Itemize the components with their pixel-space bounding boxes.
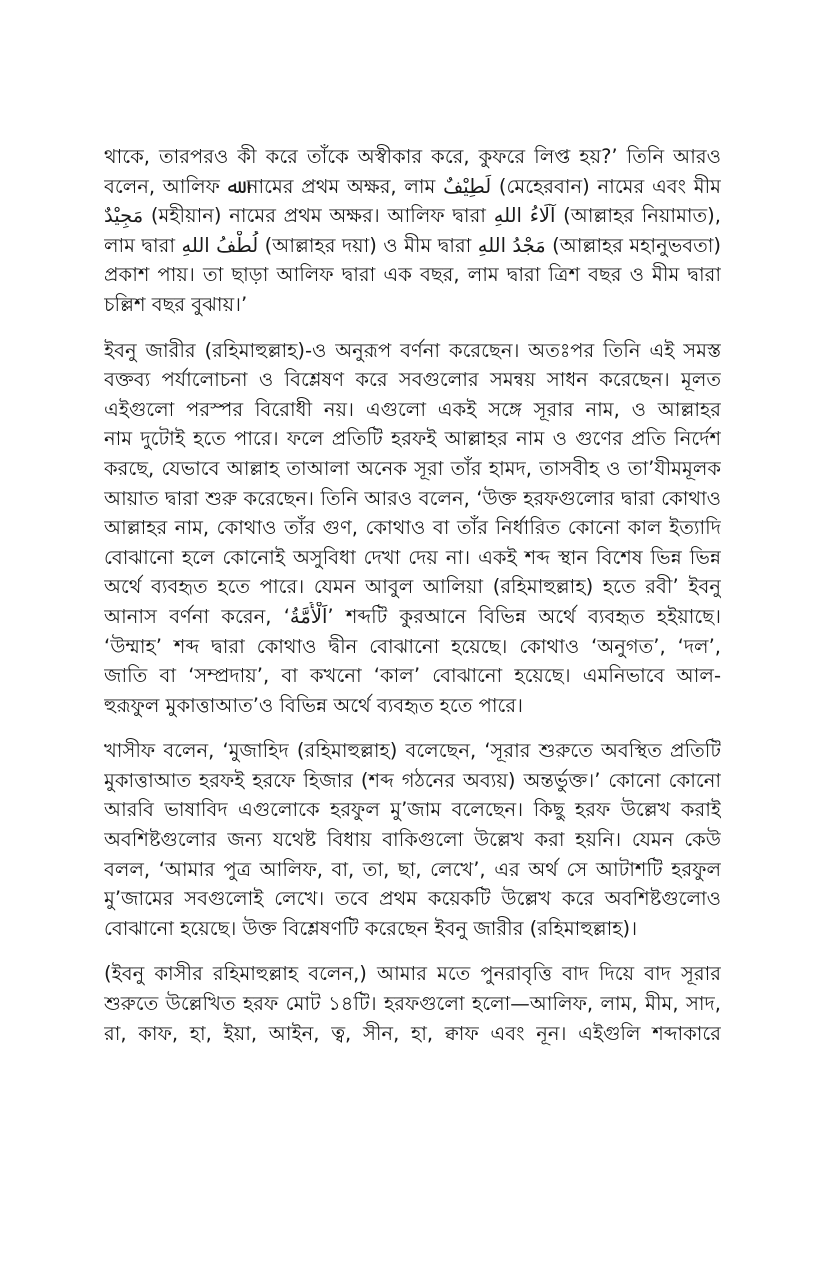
text-line: অবশিষ্টগুলোর জন্য যথেষ্ট বিধায় বাকিগুলো উল্লেখ করা হয়নি। যেমন কেউ [104, 828, 721, 852]
paragraph-2 [104, 336, 721, 721]
text-line: বলল, ‘আমার পুত্র আলিফ, বা, তা, ছা, লেখে’, এর অর্থ সে আটাশটি হরফুল [104, 857, 721, 881]
text-line: আরবি ভাষাবিদ এগুলোকে হরফুল মু’জাম বলেছেন। কিছু হরফ উল্লেখ করাই [104, 798, 721, 822]
paragraph-4 [104, 959, 721, 1048]
text-line: বোঝানো হলে কোনোই অসুবিধা দেখা দেয় না। একই শব্দ স্থান বিশেষ ভিন্ন ভিন্ন [104, 545, 721, 569]
text-line: বোঝানো হয়েছে। উক্ত বিশ্লেষণটি করেছেন ইবনু জারীর (রহিমাহুল্লাহ)। [104, 916, 638, 940]
paragraph-spacer [104, 720, 721, 736]
paragraph-spacer [104, 320, 721, 336]
text-line: ‘উম্মাহ’ শব্দ দ্বারা কোথাও দ্বীন বোঝানো হয়েছে। কোথাও ‘অনুগত’, ‘দল’, [104, 634, 721, 658]
text-line: বক্তব্য পর্যালোচনা ও বিশ্লেষণ করে সবগুলোর সমন্বয় সাধন করেছেন। মূলত [104, 368, 721, 392]
text-line: মুকাত্তাআত হরফই হরফে হিজার (শব্দ গঠনের অব্যয়) অন্তর্ভুক্ত।’ কোনো কোনো [104, 768, 721, 792]
paragraph-spacer [104, 943, 721, 959]
text-line: প্রকাশ পায়। তা ছাড়া আলিফ দ্বারা এক বছর, লাম দ্বারা ত্রিশ বছর ও মীম দ্বারা [104, 263, 721, 287]
text-line: থাকে, তারপরও কী করে তাঁকে অস্বীকার করে, কুফরে লিপ্ত হয়?’ তিনি আরও [104, 145, 721, 168]
text-line: ইবনু জারীর (রহিমাহুল্লাহ)-ও অনুরূপ বর্ণনা করেছেন। অতঃপর তিনি এই সমস্ত [104, 338, 721, 362]
text-line: আল্লাহর নাম, কোথাও তাঁর গুণ, কোথাও বা তাঁর নির্ধারিত কোনো কাল ইত্যাদি [104, 516, 721, 540]
text-line: জাতি বা ‘সম্প্রদায়’, বা কখনো ‘কাল’ বোঝানো হয়েছে। এমনিভাবে আল- [104, 664, 721, 688]
text-line: مَجِيْدٌ (মহীয়ান) নামের প্রথম অক্ষর। আলিফ দ্বারা آلَاءُ اللهِ (আল্লাহর নিয়ামাত), [104, 204, 721, 228]
text-line: রা, কাফ, হা, ইয়া, আইন, ত্ব, সীন, হা, ক্বাফ এবং নূন। এইগুলি শব্দাকারে [104, 1021, 721, 1045]
text-line: মু’জামের সবগুলোই লেখে। তবে প্রথম কয়েকটি উল্লেখ করে অবশিষ্টগুলোও [104, 887, 721, 911]
text-line: অর্থে ব্যবহৃত হতে পারে। যেমন আবুল আলিয়া (রহিমাহুল্লাহ) হতে রবী’ ইবনু [104, 575, 721, 599]
paragraph-1 [104, 142, 721, 320]
text-line: এইগুলো পরস্পর বিরোধী নয়। এগুলো একই সঙ্গে সূরার নাম, ও আল্লাহর [104, 397, 721, 421]
paragraph-3 [104, 736, 721, 943]
text-line: বলেন, আলিফ ﷲ নামের প্রথম অক্ষর, লাম لَطِيْفٌ (মেহেরবান) নামের এবং মীম [104, 174, 721, 198]
text-line: শুরুতে উল্লেখিত হরফ মোট ১৪টি। হরফগুলো হলো—আলিফ, লাম, মীম, সাদ, [104, 992, 721, 1016]
text-line: লাম দ্বারা لُطْفُ اللهِ (আল্লাহর দয়া) ও মীম দ্বারা مَجْدُ اللهِ (আল্লাহর মহানুভবতা) [104, 233, 721, 257]
text-line: হুরূফুল মুকাত্তাআত’ও বিভিন্ন অর্থে ব্যবহৃত হতে পারে। [104, 693, 524, 717]
text-line: আয়াত দ্বারা শুরু করেছেন। তিনি আরও বলেন, ‘উক্ত হরফগুলোর দ্বারা কোথাও [104, 486, 721, 510]
text-line: নাম দুটোই হতে পারে। ফলে প্রতিটি হরফই আল্লাহর নাম ও গুণের প্রতি নির্দেশ [104, 427, 721, 451]
text-line: খাসীফ বলেন, ‘মুজাহিদ (রহিমাহুল্লাহ) বলেছেন, ‘সূরার শুরুতে অবস্থিত প্রতিটি [104, 739, 721, 763]
text-line: (ইবনু কাসীর রহিমাহুল্লাহ বলেন,) আমার মতে পুনরাবৃত্তি বাদ দিয়ে বাদ সূরার [104, 962, 721, 986]
text-line: আনাস বর্ণনা করেন, ‘اَلْأُمَّةُ’ শব্দটি কুরআনে বিভিন্ন অর্থে ব্যবহৃত হইয়াছে। [104, 604, 721, 628]
text-line: করছে, যেভাবে আল্লাহ তাআলা অনেক সূরা তাঁর হামদ, তাসবীহ ও তা’যীমমূলক [104, 456, 721, 480]
text-line: চল্লিশ বছর বুঝায়।’ [104, 292, 248, 316]
